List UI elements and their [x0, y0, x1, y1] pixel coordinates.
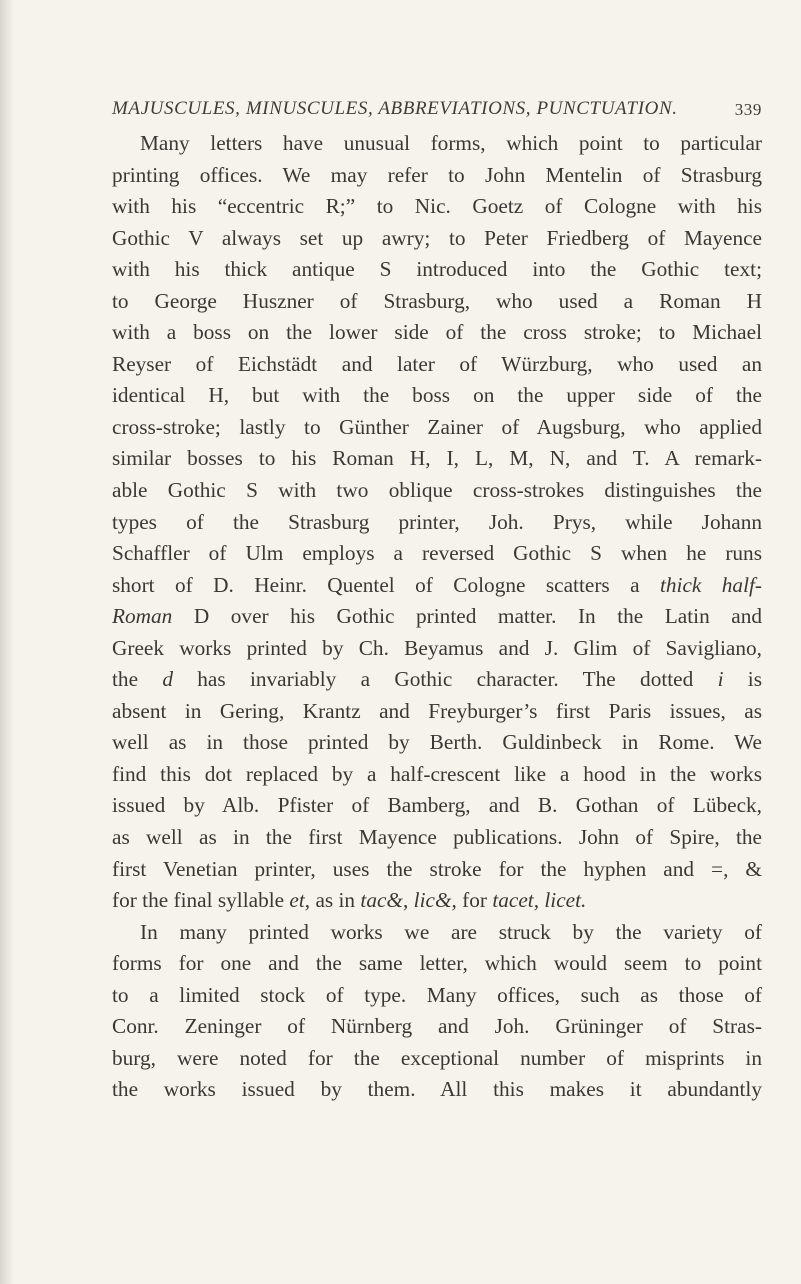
text-line [112, 1074, 762, 1106]
text-run: as well as in the first Mayence publications. John of Spire, the [112, 825, 762, 850]
text-line [112, 601, 762, 633]
text-line [112, 570, 762, 602]
text-line [112, 980, 762, 1012]
text-line [112, 475, 762, 507]
text-line [112, 664, 762, 696]
text-line [112, 822, 762, 854]
text-line [112, 380, 762, 412]
text-line [112, 254, 762, 286]
body-text [112, 128, 762, 1106]
text-run: Gothic V always set up awry; to Peter Friedberg of Mayence [112, 225, 762, 250]
text-line [112, 443, 762, 475]
italic-run: et [289, 888, 305, 913]
text-run: Greek works printed by Ch. Beyamus and J. Glim of Savigliano, [112, 635, 762, 660]
text-run: In many printed works we are struck by the variety of [140, 919, 762, 944]
text-line [112, 223, 762, 255]
italic-run: d [162, 667, 173, 692]
page-gutter-shadow [0, 0, 14, 1284]
text-run: Many letters have unusual forms, which point to particular [140, 131, 762, 155]
text-run: with his “eccentric R;” to Nic. Goetz of Cologne with his [112, 194, 762, 219]
text-run: able Gothic S with two oblique cross-strokes distinguishes the [112, 478, 762, 503]
text-run: for the final syllable [112, 888, 290, 913]
text-run: cross-stroke; lastly to Günther Zainer of Augsburg, who applied [112, 414, 762, 439]
text-run: , [403, 888, 414, 913]
italic-run: lic& [413, 888, 452, 913]
text-run: the [112, 667, 163, 692]
text-run: with a boss on the lower side of the cross stroke; to Michael [112, 320, 762, 345]
text-line [112, 854, 762, 886]
text-run: identical H, but with the boss on the upper side of the [112, 383, 762, 408]
text-line [112, 633, 762, 665]
text-line [112, 317, 762, 349]
text-line [112, 286, 762, 318]
text-run: printing offices. We may refer to John Mentelin of Strasburg [112, 162, 762, 187]
text-line [112, 1011, 762, 1043]
text-line [112, 538, 762, 570]
text-line [112, 948, 762, 980]
text-run: first Venetian printer, uses the stroke for the hyphen and =, & [112, 856, 762, 881]
text-line [112, 128, 762, 160]
italic-run: i [717, 667, 724, 692]
text-run: the works issued by them. All this makes it abundantly [112, 1077, 762, 1102]
text-line [112, 507, 762, 539]
paragraph [112, 917, 762, 1106]
text-run: types of the Strasburg printer, Joh. Prys, while Johann [112, 509, 762, 534]
text-run: to a limited stock of type. Many offices, such as those of [112, 982, 762, 1007]
text-run: has invariably a Gothic character. The dotted [172, 667, 718, 692]
text-run: burg, were noted for the exceptional number of misprints in [112, 1045, 762, 1070]
text-run: find this dot replaced by a half-crescent like a hood in the works [112, 761, 762, 786]
text-line [112, 160, 762, 192]
text-line [112, 1043, 762, 1075]
text-run: well as in those printed by Berth. Guldinbeck in Rome. We [112, 730, 762, 755]
text-run: issued by Alb. Pfister of Bamberg, and B. Gothan of Lübeck, [112, 793, 762, 818]
text-run: , for [451, 888, 493, 913]
text-run: with his thick antique S introduced into the Gothic text; [112, 257, 762, 282]
running-head-title: MAJUSCULES, MINUSCULES, ABBREVIATIONS, PUNCTUATION. [112, 98, 678, 119]
text-run: forms for one and the same letter, which would seem to point [112, 951, 762, 976]
text-run: Reyser of Eichstädt and later of Würzburg, who used an [112, 351, 762, 376]
text-line [112, 696, 762, 728]
text-line [112, 349, 762, 381]
text-line [112, 759, 762, 791]
italic-run: tac& [360, 888, 403, 913]
text-run: D over his Gothic printed matter. In the Latin and [172, 604, 762, 629]
text-run: short of D. Heinr. Quentel of Cologne scatters a [112, 572, 660, 597]
page-number: 339 [734, 100, 762, 119]
text-run: Schaffler of Ulm employs a reversed Gothic S when he runs [112, 541, 762, 566]
text-line [112, 412, 762, 444]
text-run: similar bosses to his Roman H, I, L, M, N, and T. A remark- [112, 446, 762, 471]
text-run: absent in Gering, Krantz and Freyburger’s first Paris issues, as [112, 698, 762, 723]
text-line [112, 917, 762, 949]
text-line [112, 191, 762, 223]
text-line [112, 727, 762, 759]
text-run: to George Huszner of Strasburg, who used a Roman H [112, 288, 762, 313]
text-line [112, 885, 762, 917]
text-line [112, 790, 762, 822]
italic-run: Roman [112, 604, 173, 629]
italic-run: tacet, licet. [492, 888, 587, 913]
paragraph [112, 128, 762, 917]
text-run: , as in [304, 888, 361, 913]
text-run: is [723, 667, 762, 692]
text-run: Conr. Zeninger of Nürnberg and Joh. Grüninger of Stras- [112, 1014, 762, 1039]
italic-run: thick half- [659, 572, 763, 597]
running-head [112, 98, 762, 128]
